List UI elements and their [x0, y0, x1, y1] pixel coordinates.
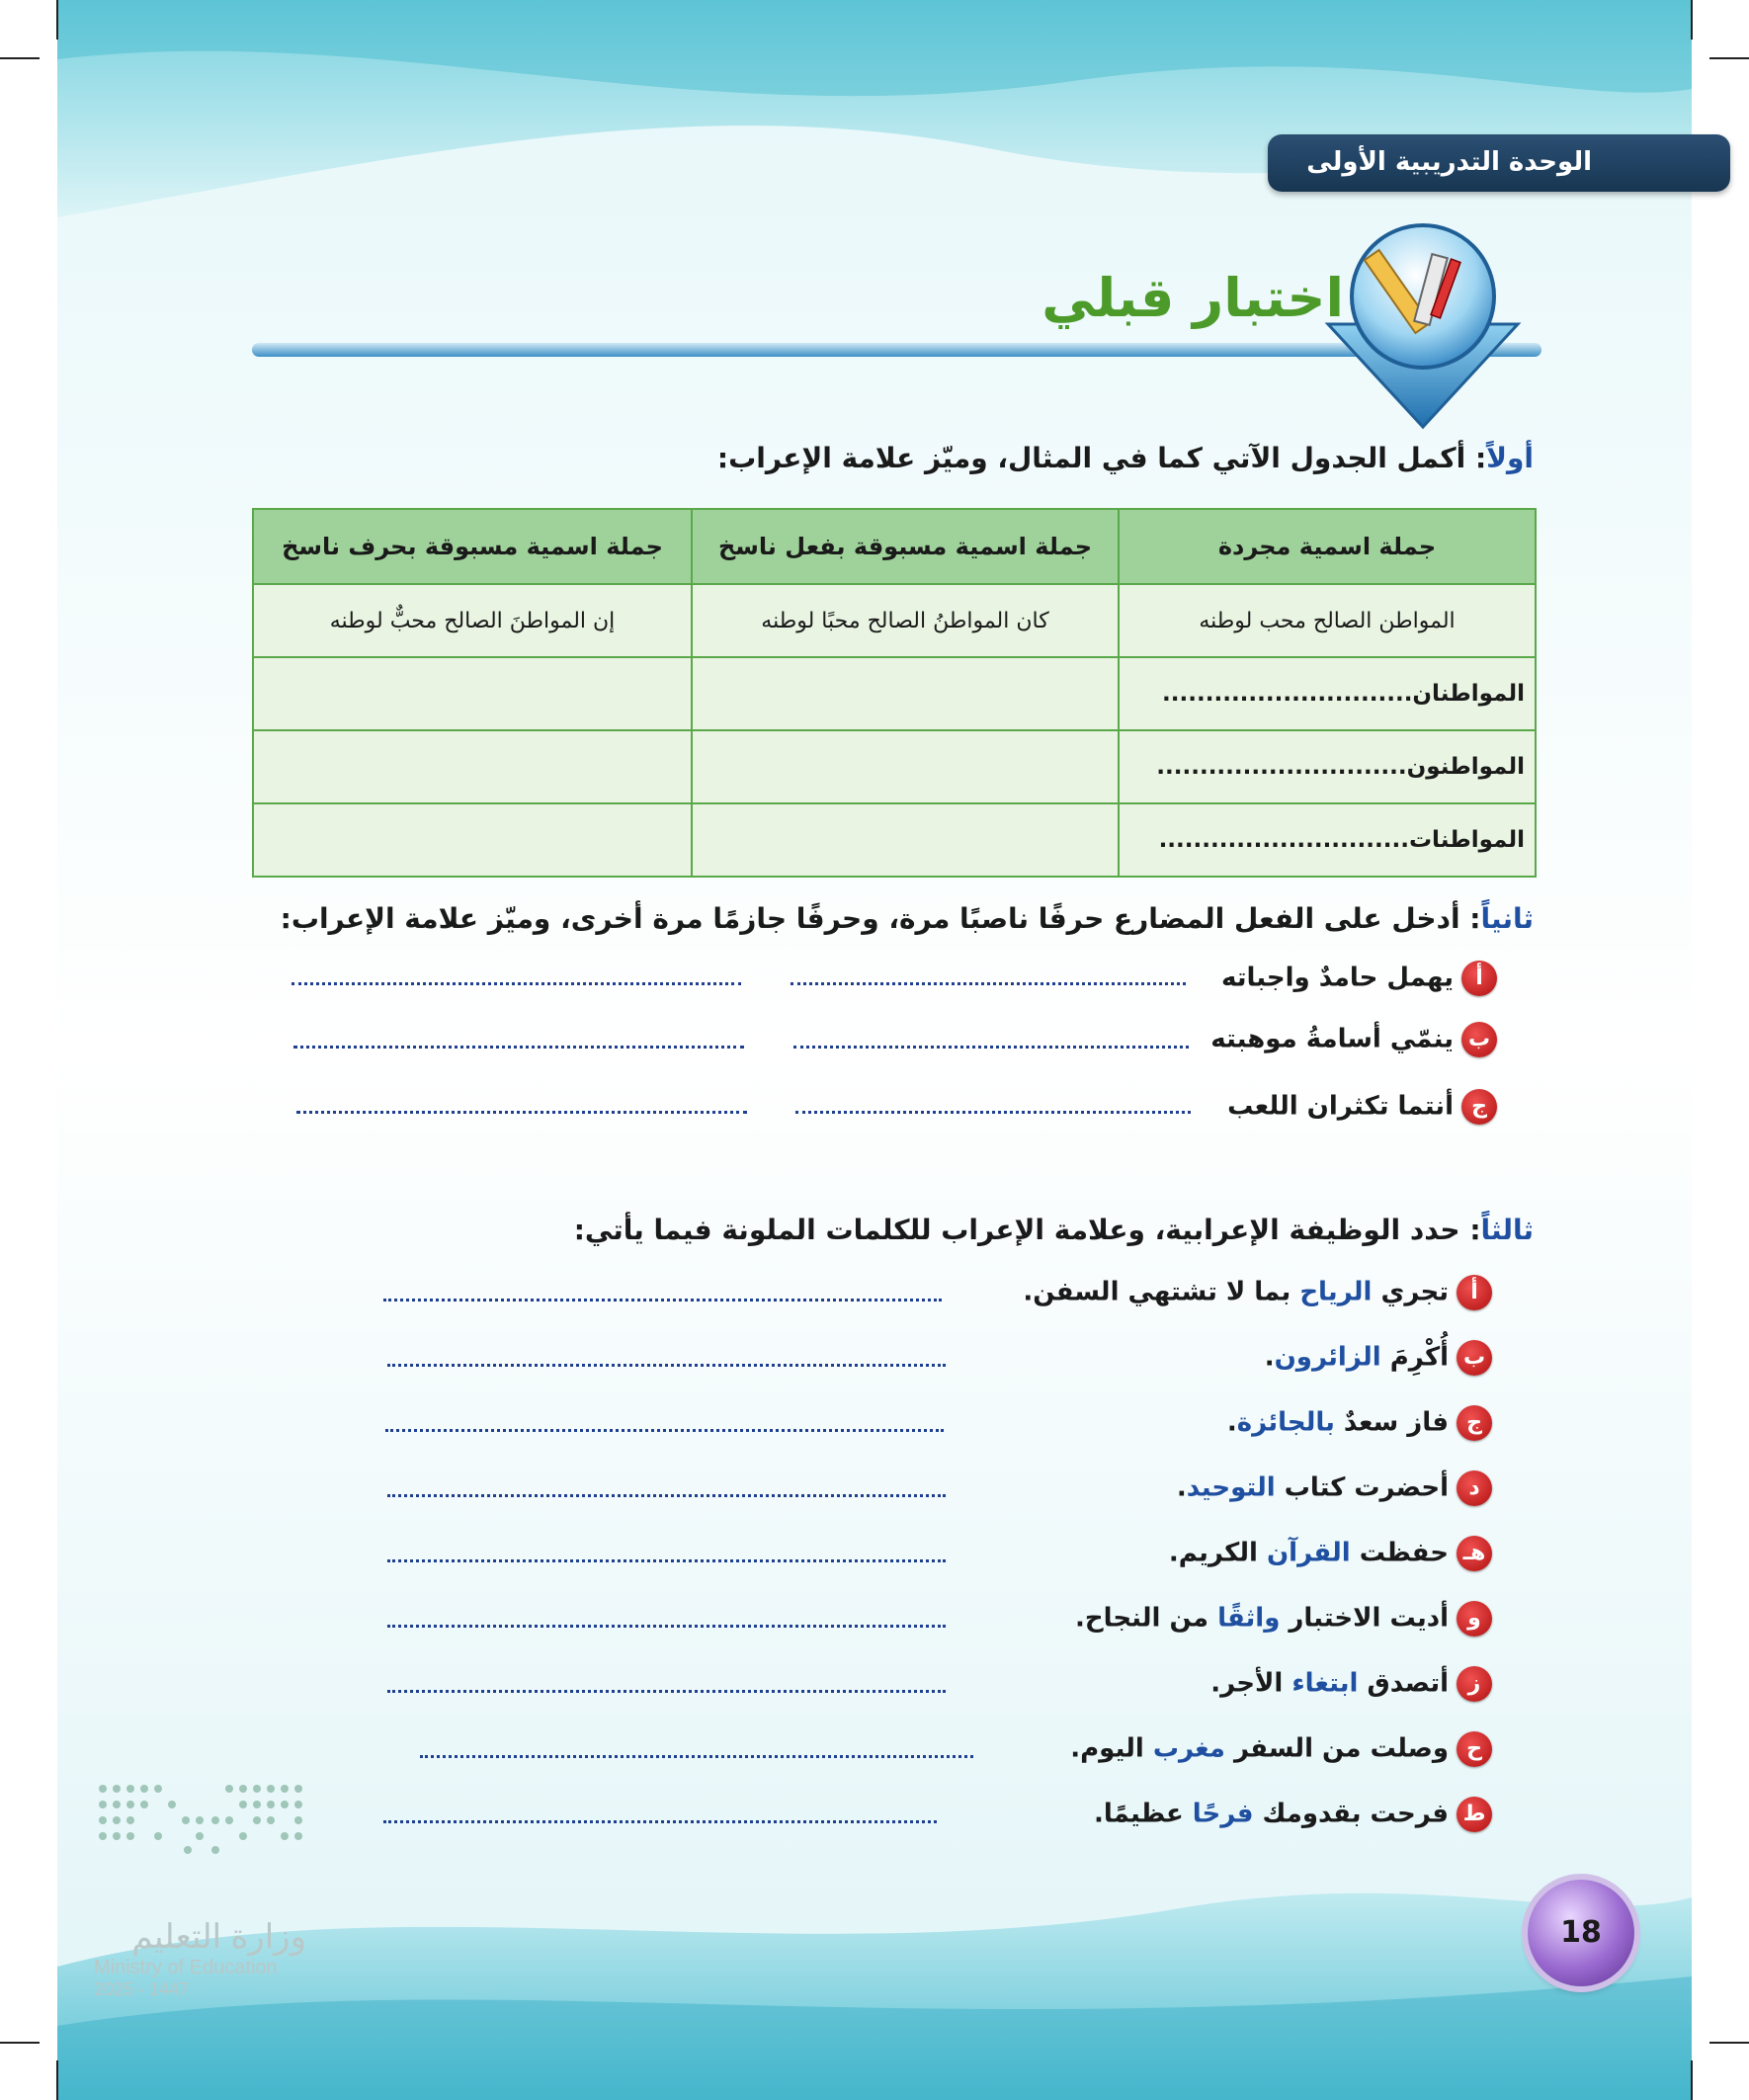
answer-line[interactable]: [293, 1046, 744, 1049]
ministry-logo: [94, 1917, 306, 2000]
table-header-row: [253, 509, 1536, 584]
edition-year: 2025 - 1447: [94, 1979, 190, 1999]
item-text: .: [1176, 1472, 1187, 1503]
item-badge: ب: [1461, 1022, 1497, 1057]
table-answer-cell[interactable]: [253, 730, 692, 803]
item-text: .: [1226, 1407, 1237, 1438]
table-row-label: المواطنان.............................: [1119, 657, 1536, 730]
title-decoration: [0, 0, 1749, 435]
section1-instruction: [717, 442, 1534, 474]
highlighted-word: فرحًا: [1192, 1799, 1254, 1829]
item-text: فاز سعدٌ: [1334, 1407, 1449, 1438]
table-answer-cell[interactable]: [253, 803, 692, 877]
section3-item: [1177, 1470, 1492, 1506]
item-badge: ز: [1457, 1666, 1492, 1702]
item-text: بما لا تشتهي السفن.: [1023, 1277, 1300, 1307]
section3-item: [1227, 1405, 1492, 1441]
highlighted-word: واثقًا: [1217, 1603, 1281, 1634]
answer-line[interactable]: [387, 1625, 946, 1628]
item-badge: ج: [1457, 1405, 1492, 1441]
answer-line[interactable]: [795, 1111, 1191, 1114]
section3-text: : حدد الوظيفة الإعرابية، وعلامة الإعراب للكلمات الملونة فيما يأتي:: [573, 1214, 1481, 1246]
table-row: [253, 803, 1536, 877]
section3-lead: ثالثاً: [1480, 1214, 1534, 1246]
item-text: وصلت من السفر: [1224, 1733, 1449, 1764]
item-text: يهمل حامدٌ واجباته: [1220, 963, 1454, 993]
answer-line[interactable]: [385, 1429, 944, 1432]
table-answer-cell[interactable]: [692, 803, 1119, 877]
item-text: أُكْرِمَ: [1380, 1342, 1449, 1373]
table-example-row: [253, 584, 1536, 657]
item-badge: د: [1457, 1470, 1492, 1506]
answer-line[interactable]: [387, 1690, 946, 1693]
item-badge: هـ: [1457, 1536, 1492, 1571]
highlighted-word: القرآن: [1266, 1538, 1351, 1568]
table-row-label: المواطنون.............................: [1119, 730, 1536, 803]
item-badge: ط: [1457, 1797, 1492, 1832]
section1-text: : أكمل الجدول الآتي كما في المثال، وميّز علامة الإعراب:: [716, 442, 1487, 474]
highlighted-word: التوحيد: [1186, 1472, 1276, 1503]
table-row: [253, 730, 1536, 803]
item-text: حفظت: [1350, 1538, 1449, 1568]
section2-lead: ثانياً: [1480, 902, 1534, 935]
section2-item: [1227, 1089, 1497, 1125]
section3-item: [1265, 1340, 1492, 1376]
answer-line[interactable]: [296, 1111, 747, 1114]
item-text: عظيمًا.: [1093, 1799, 1193, 1829]
item-text: من النجاح.: [1075, 1603, 1218, 1634]
highlighted-word: ابتغاء: [1291, 1668, 1359, 1699]
answer-line[interactable]: [793, 1046, 1189, 1049]
table-answer-cell[interactable]: [253, 657, 692, 730]
section2-item: [1221, 961, 1497, 996]
table-header: جملة اسمية مسبوقة بفعل ناسخ: [692, 509, 1119, 584]
table-cell: المواطن الصالح محب لوطنه: [1119, 584, 1536, 657]
page-number: 18: [1528, 1880, 1634, 1986]
section3-item: [1070, 1731, 1492, 1767]
crop-mark: [1709, 2042, 1749, 2044]
section2-instruction: [281, 902, 1534, 935]
section3-instruction: [574, 1214, 1534, 1246]
ministry-name-ar: وزارة التعليم: [131, 1918, 306, 1956]
item-text: أنتما تكثران اللعب: [1227, 1091, 1454, 1122]
item-text: ينمّي أسامةُ موهبته: [1210, 1024, 1454, 1054]
item-badge: و: [1457, 1601, 1492, 1637]
section3-item: [1075, 1601, 1492, 1637]
item-badge: أ: [1461, 961, 1497, 996]
highlighted-word: بالجائزة: [1236, 1407, 1335, 1438]
item-text: الأجر.: [1210, 1668, 1292, 1699]
table-cell: كان المواطنُ الصالح محبًا لوطنه: [692, 584, 1119, 657]
item-text: أتصدق: [1358, 1668, 1449, 1699]
table-header: جملة اسمية مجردة: [1119, 509, 1536, 584]
answer-line[interactable]: [420, 1755, 973, 1758]
section3-item: [1094, 1797, 1492, 1832]
answer-line[interactable]: [383, 1299, 942, 1302]
item-badge: ب: [1457, 1340, 1492, 1376]
table-answer-cell[interactable]: [692, 730, 1119, 803]
highlighted-word: الرياح: [1299, 1277, 1373, 1307]
page-title: اختبار قبلي: [1041, 267, 1344, 329]
answer-line[interactable]: [292, 982, 741, 985]
section3-item: [1023, 1275, 1492, 1310]
ministry-name-en: Ministry of Education: [94, 1957, 278, 1978]
answer-line[interactable]: [387, 1559, 946, 1562]
section3-item: [1210, 1666, 1492, 1702]
item-text: فرحت بقدومك: [1253, 1799, 1449, 1829]
section2-item: [1210, 1022, 1497, 1057]
table-cell: إن المواطنَ الصالح محبٌّ لوطنه: [253, 584, 692, 657]
section1-lead: أولاً: [1486, 442, 1534, 474]
table-header: جملة اسمية مسبوقة بحرف ناسخ: [253, 509, 692, 584]
highlighted-word: الزائرون: [1274, 1342, 1381, 1373]
table-answer-cell[interactable]: [692, 657, 1119, 730]
item-text: أحضرت كتاب: [1275, 1472, 1449, 1503]
completion-table: [252, 508, 1537, 878]
item-text: أديت الاختبار: [1280, 1603, 1449, 1634]
answer-line[interactable]: [387, 1364, 946, 1367]
item-text: .: [1264, 1342, 1275, 1373]
item-text: الكريم.: [1168, 1538, 1267, 1568]
table-row-label: المواطنات.............................: [1119, 803, 1536, 877]
answer-line[interactable]: [791, 982, 1186, 985]
crop-mark: [0, 2042, 40, 2044]
table-row: [253, 657, 1536, 730]
item-text: اليوم.: [1070, 1733, 1153, 1764]
unit-label: الوحدة التدريبية الأولى: [1306, 147, 1592, 177]
item-badge: ج: [1461, 1089, 1497, 1125]
item-badge: ح: [1457, 1731, 1492, 1767]
section2-text: : أدخل على الفعل المضارع حرفًا ناصبًا مرة، وحرفًا جازمًا مرة أخرى، وميّز علامة الإعراب:: [280, 902, 1481, 935]
item-text: تجري: [1372, 1277, 1449, 1307]
crop-mark: [56, 2060, 58, 2100]
section3-item: [1169, 1536, 1492, 1571]
answer-line[interactable]: [387, 1494, 946, 1497]
answer-line[interactable]: [383, 1820, 937, 1823]
item-badge: أ: [1457, 1275, 1492, 1310]
highlighted-word: مغرب: [1152, 1733, 1225, 1764]
crop-mark: [1691, 2060, 1693, 2100]
